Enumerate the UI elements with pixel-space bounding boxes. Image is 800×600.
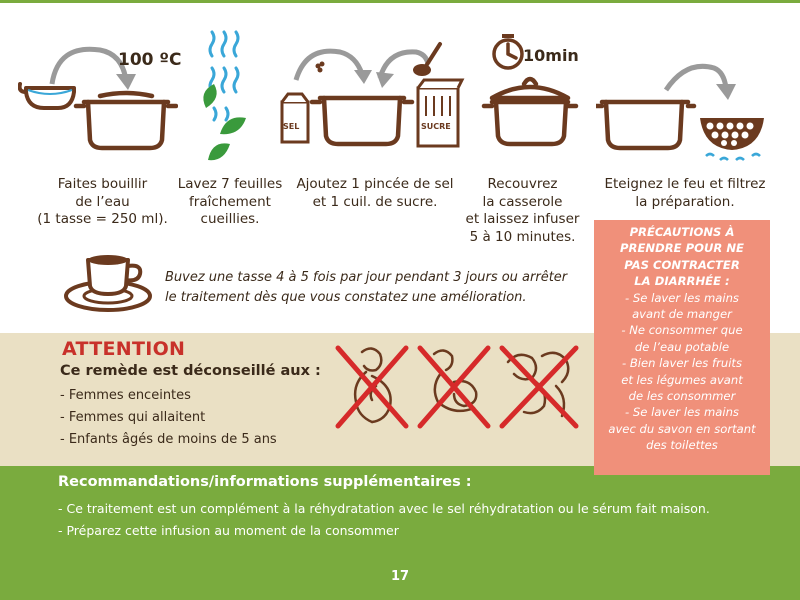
washed-leaves-illustration [196, 28, 256, 168]
warning-item: - Femmes enceintes [60, 388, 191, 403]
top-rule [0, 0, 800, 3]
salt-jar-label: SEL [283, 122, 300, 131]
warning-item: - Femmes qui allaitent [60, 410, 206, 425]
recommendation-item: - Ce traitement est un complément à la réhydratation avec le sel réhydratation ou le sérum fait maison. [58, 501, 710, 516]
pregnant-woman-crossed-icon [332, 342, 412, 432]
filter-illustration [596, 60, 776, 170]
dosage-note [165, 268, 567, 308]
sugar-box-label: SUCRE [421, 122, 451, 131]
step-5-text: Eteignez le feu et filtrez la préparation. [604, 176, 766, 210]
timer-badge: 10min [523, 46, 579, 65]
precautions-box [594, 220, 770, 475]
step-1-text: Faites bouillir de l’eau (1 tasse = 250 ml). [37, 176, 168, 227]
recommendations-title: Recommandations/informations supplémentaires : [58, 474, 472, 490]
salt-sugar-illustration [276, 30, 466, 170]
page-number: 17 [390, 569, 410, 584]
precaution-item: - Se laver les mains avant de manger [625, 290, 739, 322]
recommendations-list [58, 498, 710, 542]
recommendation-item: - Préparez cette infusion au moment de la consommer [58, 523, 399, 538]
warning-subtitle: Ce remède est déconseillé aux : [60, 363, 321, 379]
step-2-text: Lavez 7 feuilles fraîchement cueillies. [177, 176, 283, 227]
step-4-text: Recouvrez la casserole et laissez infuser 5 à 10 minutes. [465, 176, 580, 245]
warning-list [60, 385, 277, 451]
breastfeeding-woman-crossed-icon [414, 342, 494, 432]
cup-saucer-illustration [64, 246, 156, 316]
step-3-text: Ajoutez 1 pincée de sel et 1 cuil. de sucre. [296, 176, 454, 210]
dosage-line-1: Buvez une tasse 4 à 5 fois par jour pendant 3 jours ou arrêter [165, 270, 568, 285]
precautions-title: PRÉCAUTIONS À PRENDRE POUR NE PAS CONTRACTER LA DIARRHÉE : [620, 225, 744, 289]
precaution-item: - Ne consommer que de l’eau potable [621, 323, 743, 354]
attention-title: ATTENTION [62, 338, 186, 360]
precaution-item: - Se laver les mains avec du savon en sortant des toilettes [608, 405, 756, 453]
precaution-item: - Bien laver les fruits et les légumes avant de les consommer [621, 356, 743, 404]
dosage-line-2: le traitement dès que vous constatez une amélioration. [165, 290, 527, 305]
child-crossed-icon [496, 342, 582, 432]
temperature-badge: 100 ºC [118, 50, 182, 70]
warning-item: - Enfants âgés de moins de 5 ans [60, 432, 277, 447]
